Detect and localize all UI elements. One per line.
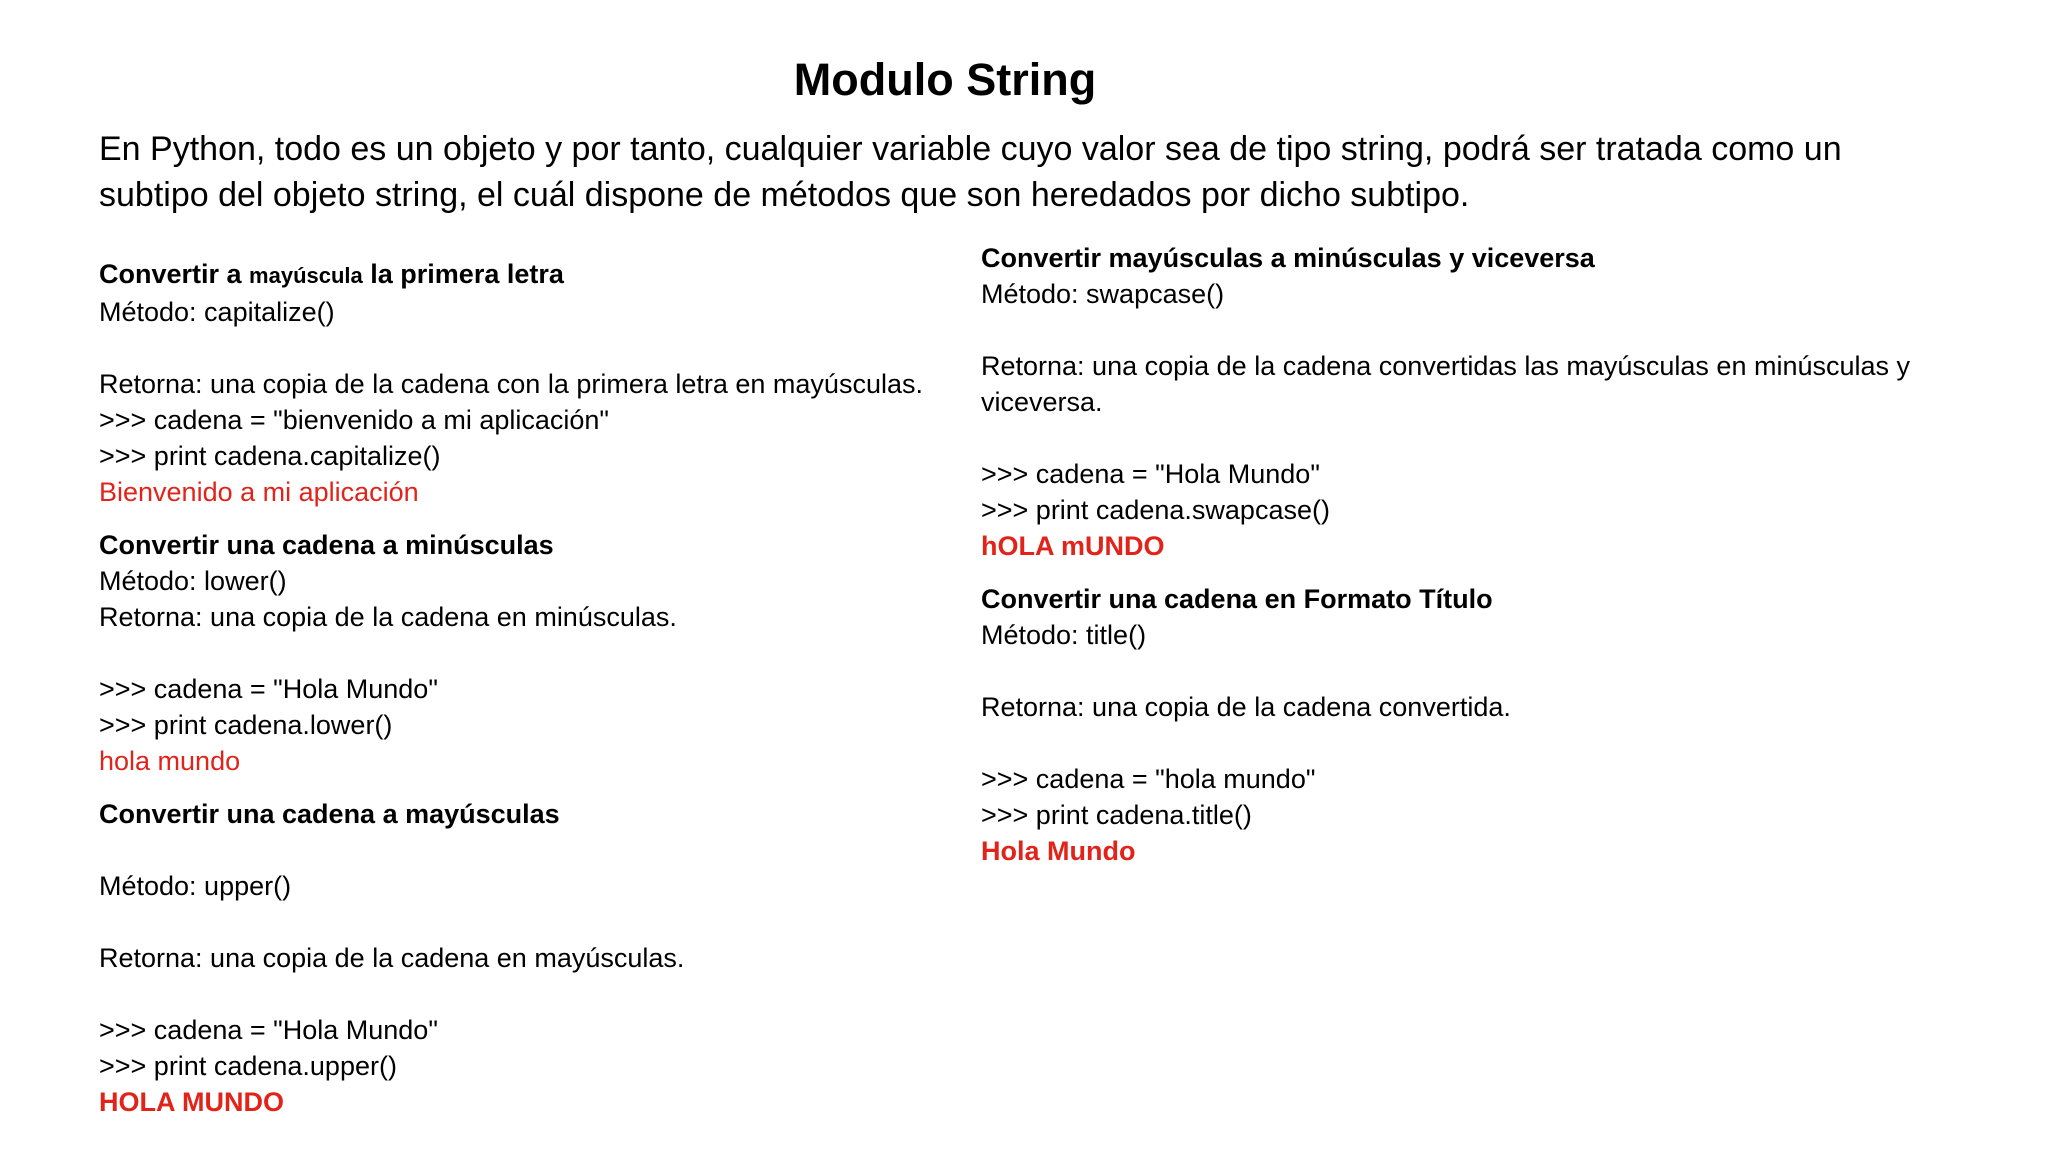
section-heading: Convertir una cadena en Formato Título [981, 584, 1493, 614]
section-swapcase [981, 240, 1981, 564]
blank-line [99, 904, 999, 940]
output-line: hOLA mUNDO [981, 531, 1165, 561]
method-line: Método: swapcase() [981, 279, 1225, 309]
section-gap [99, 510, 999, 527]
code-line: >>> cadena = "Hola Mundo" [981, 459, 1320, 489]
method-line: Método: capitalize() [99, 297, 335, 327]
blank-line [981, 725, 1981, 761]
section-heading: Convertir una cadena a mayúsculas [99, 799, 560, 829]
code-line: >>> cadena = "Hola Mundo" [99, 1015, 438, 1045]
returns-line: Retorna: una copia de la cadena con la primera letra en mayúsculas. [99, 369, 923, 399]
intro-line-1: En Python, todo es un objeto y por tanto, cualquier variable cuyo valor sea de tipo string, podrá ser tratada como un [99, 130, 1842, 168]
returns-line: Retorna: una copia de la cadena convertidas las mayúsculas en minúsculas y [981, 351, 1911, 381]
blank-line [981, 312, 1981, 348]
returns-line: Retorna: una copia de la cadena en minúsculas. [99, 602, 677, 632]
method-line: Método: title() [981, 620, 1147, 650]
blank-line [99, 330, 999, 366]
section-gap [99, 779, 999, 796]
output-line: HOLA MUNDO [99, 1087, 284, 1117]
output-line: Bienvenido a mi aplicación [99, 477, 419, 507]
output-line: hola mundo [99, 746, 241, 776]
code-line: >>> print cadena.swapcase() [981, 495, 1330, 525]
section-upper [99, 796, 999, 1120]
code-line: >>> print cadena.title() [981, 800, 1252, 830]
code-line: >>> print cadena.capitalize() [99, 441, 441, 471]
code-line: >>> cadena = "Hola Mundo" [99, 674, 438, 704]
code-line: >>> print cadena.lower() [99, 710, 393, 740]
slide-title: Modulo String [793, 54, 1097, 105]
section-heading [99, 256, 999, 294]
intro-paragraph [99, 126, 1979, 218]
returns-line: viceversa. [981, 387, 1103, 417]
section-heading: Convertir mayúsculas a minúsculas y viceversa [981, 243, 1595, 273]
section-heading: Convertir una cadena a minúsculas [99, 530, 554, 560]
method-line: Método: lower() [99, 566, 287, 596]
heading-part: la primera letra [362, 259, 564, 289]
blank-line [981, 420, 1981, 456]
blank-line [99, 832, 999, 868]
section-title [981, 581, 1981, 869]
code-line: >>> print cadena.upper() [99, 1051, 397, 1081]
intro-line-2: subtipo del objeto string, el cuál dispone de métodos que son heredados por dicho subtipo. [99, 176, 1470, 214]
code-line: >>> cadena = "hola mundo" [981, 764, 1316, 794]
returns-line: Retorna: una copia de la cadena convertida. [981, 692, 1511, 722]
code-line: >>> cadena = "bienvenido a mi aplicación" [99, 405, 610, 435]
returns-line: Retorna: una copia de la cadena en mayúsculas. [99, 943, 685, 973]
left-column [99, 256, 999, 1120]
output-line: Hola Mundo [981, 836, 1136, 866]
section-capitalize [99, 256, 999, 510]
section-gap [981, 564, 1981, 581]
blank-line [99, 976, 999, 1012]
method-line: Método: upper() [99, 871, 292, 901]
section-lower [99, 527, 999, 779]
blank-line [99, 635, 999, 671]
blank-line [981, 653, 1981, 689]
heading-part-small: mayúscula [249, 263, 363, 288]
right-column [981, 240, 1981, 869]
heading-part: Convertir a [99, 259, 250, 289]
